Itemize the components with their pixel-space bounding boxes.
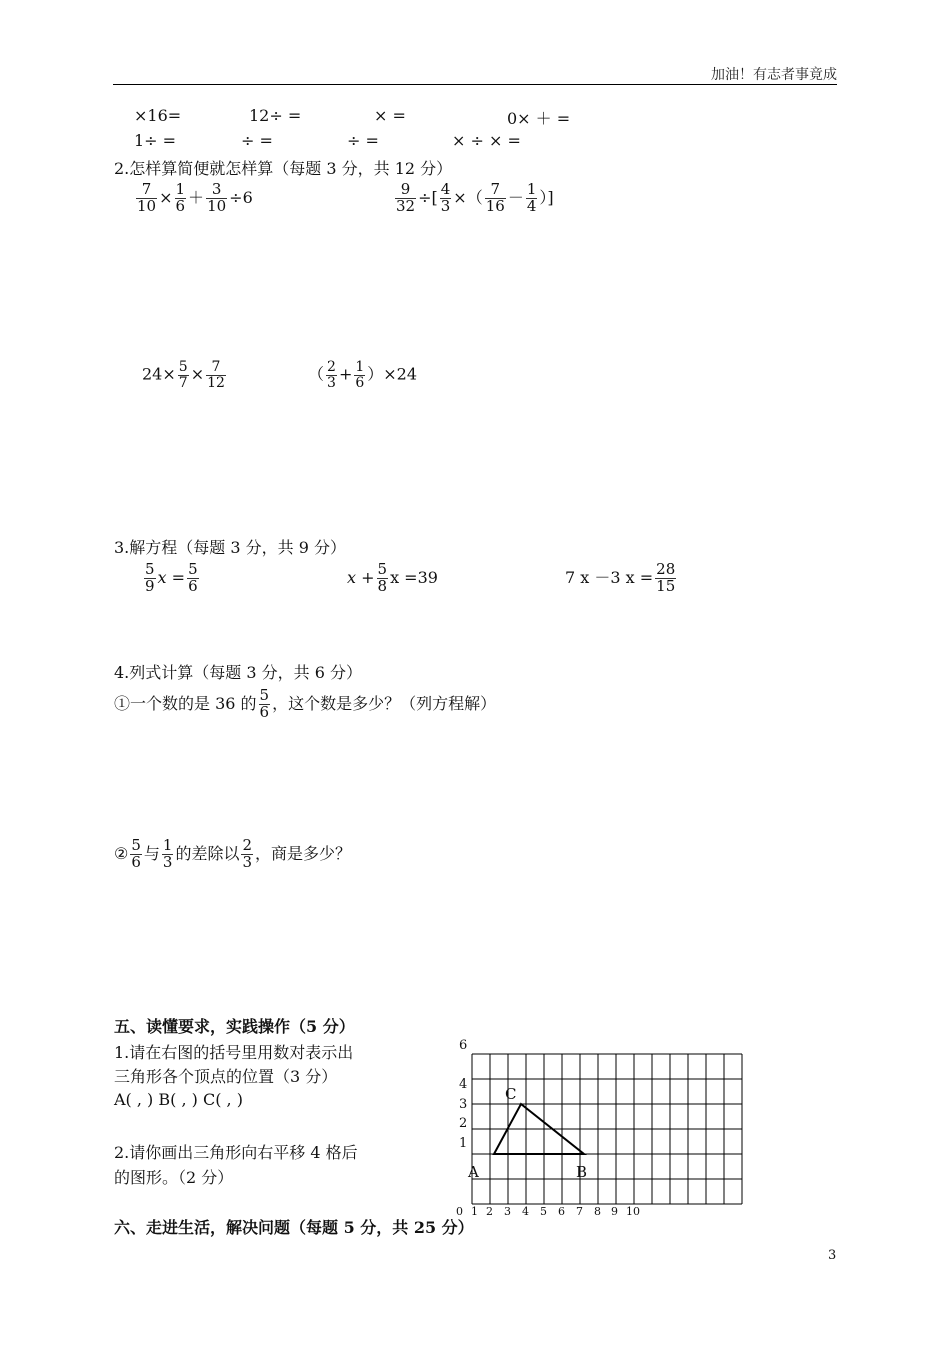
x-label-5: 5 [540,1205,547,1218]
q3-eq-3: 7 x －3 x = $\frac{28}{15}$ [565,560,676,595]
x-label-3: 3 [504,1205,511,1218]
fraction: $\frac{5}{6}$ [188,560,198,595]
q3-eq-2: x + $\frac{5}{8}$ x =39 [347,560,438,595]
fraction: $\frac{7}{10}$ [137,180,157,215]
q2-expr-1: $\frac{7}{10}$ × $\frac{1}{6}$ ＋ $\frac{3}{10}$ ÷6 [137,180,253,215]
x-label-8: 8 [594,1205,601,1218]
x-label-10: 10 [626,1205,640,1218]
vertex-label-c: C [505,1085,517,1103]
x-label-6: 6 [558,1205,565,1218]
page-number: 3 [828,1248,837,1263]
fraction: $\frac{2}{3}$ [327,359,336,391]
q2-expr-3: 24× $\frac{5}{7}$ × $\frac{7}{12}$ [142,359,225,391]
vertex-label-a: A [468,1163,479,1181]
fraction: $\frac{1}{4}$ [526,180,537,215]
vertex-label-b: B [576,1163,588,1181]
fraction: $\frac{1}{6}$ [355,359,365,391]
fraction: $\frac{7}{16}$ [485,180,505,215]
fraction: $\frac{5}{9}$ [145,560,155,595]
y-label-2: 2 [459,1116,468,1131]
fraction: $\frac{5}{8}$ [377,560,388,595]
y-label-1: 1 [459,1136,468,1151]
coordinate-grid [440,1036,760,1226]
q3-title: 3.解方程（每题 3 分，共 9 分） [114,538,346,557]
x-label-7: 7 [576,1205,583,1218]
q4-problem-2: ② $\frac{5}{6}$ 与 $\frac{1}{3}$ 的差除以 $\frac{2}{3}$ ，商是多少？ [114,836,352,871]
sec5-q2-line1: 2.请你画出三角形向右平移 4 格后 [114,1143,358,1162]
header-rule [113,84,837,85]
y-label-4: 4 [459,1077,468,1092]
fraction: $\frac{3}{10}$ [207,180,227,215]
q4-problem-1: ①一个数的是 36 的 $\frac{5}{6}$ ，这个数是多少？（列方程解） [114,686,497,721]
oral-r1-c3: × = [374,106,406,125]
oral-r2-c3: ÷ = [347,131,379,150]
header-motto: 加油！有志者事竟成 [711,67,837,83]
fraction: $\frac{1}{3}$ [162,836,173,871]
sec5-q1-line2: 三角形各个顶点的位置（3 分） [114,1067,338,1086]
q3-eq-1: $\frac{5}{9}$ x = $\frac{5}{6}$ [145,560,198,595]
fraction: $\frac{5}{7}$ [178,359,188,391]
fraction: $\frac{1}{6}$ [175,180,186,215]
x-label-4: 4 [522,1205,529,1218]
fraction: $\frac{4}{3}$ [440,180,451,215]
sec6-title: 六、走进生活，解决问题（每题 5 分，共 25 分） [114,1218,474,1237]
q2-expr-4: （ $\frac{2}{3}$ + $\frac{1}{6}$ ）×24 [308,359,418,391]
q4-title: 4.列式计算（每题 3 分，共 6 分） [114,663,362,682]
sec5-q1-line3: A( , ) B( , ) C( , ) [114,1090,243,1109]
oral-r2-c4: × ÷ × = [452,131,521,150]
fraction: $\frac{5}{6}$ [131,836,141,871]
oral-r1-c1: ×16= [134,106,182,125]
fraction: $\frac{28}{15}$ [656,560,676,595]
sec5-q1-line1: 1.请在右图的括号里用数对表示出 [114,1043,354,1062]
fraction: $\frac{5}{6}$ [259,686,270,721]
x-label-9: 9 [611,1205,618,1218]
q2-title: 2.怎样算简便就怎样算（每题 3 分，共 12 分） [114,159,453,178]
oral-r1-c2: 12÷ = [249,106,302,125]
x-label-2: 2 [486,1205,493,1218]
fraction: $\frac{9}{32}$ [396,180,416,215]
fraction: $\frac{7}{12}$ [207,359,225,391]
oral-r2-c2: ÷ = [241,131,273,150]
grid-lines [472,1054,742,1204]
sec5-q2-line2: 的图形。（2 分） [114,1168,234,1187]
oral-r1-c4: 0× ＋ = [507,109,571,128]
q2-expr-2: $\frac{9}{32}$ ÷[ $\frac{4}{3}$ ×（ $\frac{7}{16}$ － $\frac{1}{4}$ ）] [396,180,554,215]
oral-r2-c1: 1÷ = [134,131,177,150]
fraction: $\frac{2}{3}$ [242,836,253,871]
y-label-3: 3 [459,1097,468,1112]
x-label-1: 1 [471,1205,478,1218]
sec5-title: 五、读懂要求，实践操作（5 分） [114,1017,355,1036]
y-label-6: 6 [459,1038,468,1053]
x-label-0: 0 [456,1205,463,1218]
